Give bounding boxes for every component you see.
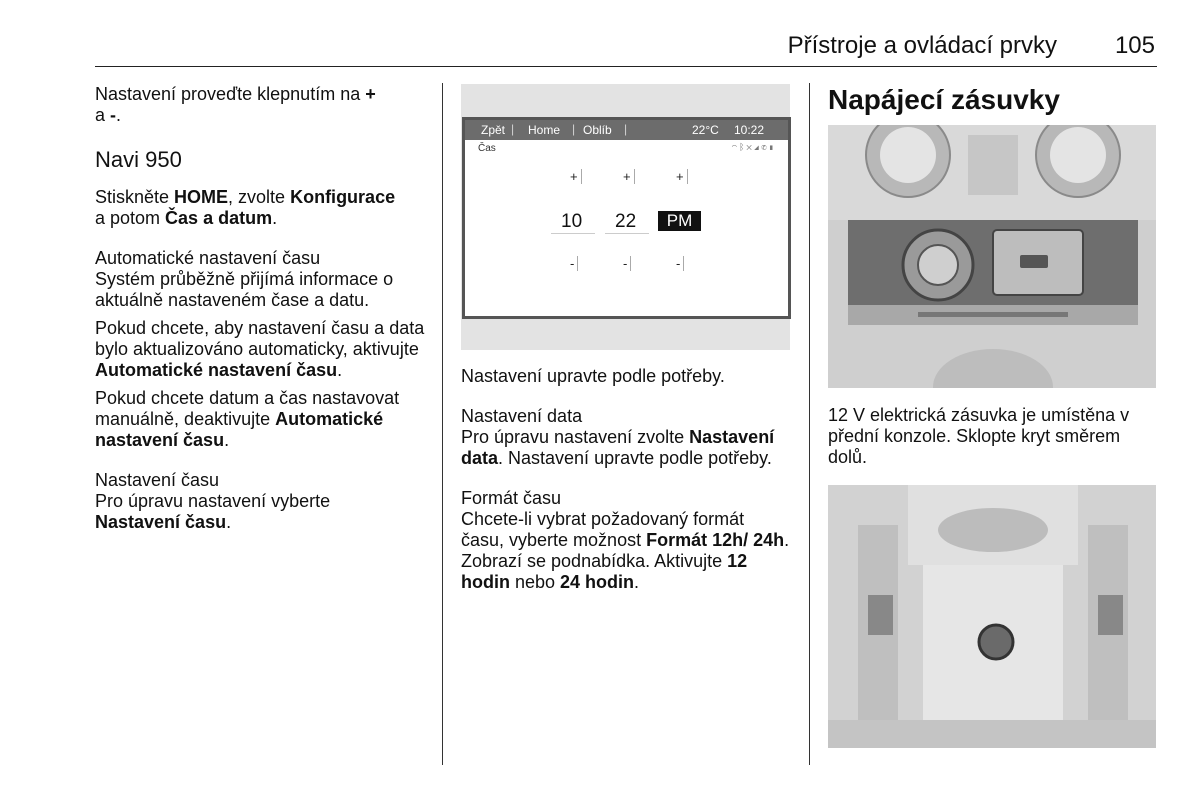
hour-minus-button[interactable]: - — [570, 256, 578, 271]
phone-icon: ✆ — [761, 142, 769, 152]
battery-icon: ▮ — [768, 142, 776, 152]
navi-text-c: a potom — [95, 208, 166, 228]
navi-heading: Navi 950 — [95, 147, 182, 172]
minute-value: 22 — [615, 211, 637, 232]
format-text-c: . Zobrazí se podnabídka. Aktivujte — [461, 530, 790, 571]
display-figure — [461, 84, 790, 350]
ampm-value[interactable]: PM — [658, 211, 701, 231]
time-text-c: . — [226, 512, 232, 532]
tab-home[interactable]: Home — [528, 123, 561, 137]
tab-favorites[interactable]: Oblíb — [583, 123, 612, 137]
intro-text-c: . — [116, 105, 122, 125]
auto-heading: Automatické nastavení času — [95, 248, 321, 268]
display-screen — [462, 117, 791, 319]
manual-term: Automatické nastavení času — [95, 409, 384, 450]
rear-socket-photo — [828, 485, 1156, 748]
page-number: 105 — [1114, 32, 1155, 59]
auto2-term: Automatické nastavení času — [95, 360, 338, 380]
navi-paragraph — [95, 187, 425, 229]
wifi-icon: ◠ — [731, 142, 739, 152]
screen-title: Čas — [478, 143, 496, 154]
ampm-plus-button[interactable]: + — [676, 169, 688, 184]
status-icons — [732, 142, 776, 152]
intro-text-a: Nastavení proveďte klepnutím na — [95, 84, 366, 104]
tab-back[interactable]: Zpět — [481, 123, 506, 137]
auto2-text-c: . — [337, 360, 343, 380]
hour-plus-button[interactable]: + — [570, 169, 582, 184]
display-top-bar — [465, 120, 788, 140]
date-heading: Nastavení data — [461, 406, 583, 426]
date-term: Nastavení data — [461, 427, 775, 468]
cas-a-datum-term: Čas a datum — [165, 208, 273, 228]
console-socket-photo — [828, 125, 1156, 388]
navi-text-a: Stiskněte — [95, 187, 175, 207]
navi-text-b: , zvolte — [228, 187, 291, 207]
konfigurace-term: Konfigurace — [290, 187, 396, 207]
adjust-paragraph: Nastavení upravte podle potřeby. — [461, 366, 725, 386]
24h-term: 24 hodin — [560, 572, 635, 592]
date-text-c: . Nastavení upravte podle potřeby. — [498, 448, 772, 468]
format-paragraph — [461, 509, 791, 593]
navi-text-d: . — [272, 208, 278, 228]
format-end: . — [634, 572, 640, 592]
home-term: HOME — [174, 187, 229, 207]
format-text-a: Chcete-li vybrat požadovaný formát času, vyberte možnost — [461, 509, 745, 550]
hour-value: 10 — [561, 211, 583, 232]
tab-separator: | — [572, 122, 576, 136]
12h-term: 12 hodin — [461, 551, 748, 592]
mute-icon: ✕ — [746, 142, 754, 152]
running-title: Přístroje a ovládací prvky — [787, 32, 1057, 59]
date-paragraph — [461, 427, 791, 469]
bluetooth-icon: ᛒ — [738, 142, 747, 152]
format-term: Formát 12h/ 24h — [646, 530, 785, 550]
intro-text-b: a — [95, 105, 111, 125]
format-heading: Formát času — [461, 488, 562, 508]
plus-symbol: + — [365, 84, 376, 104]
manual-text-c: . — [224, 430, 230, 450]
column-divider-1 — [442, 83, 443, 765]
column-2 — [461, 366, 791, 600]
ampm-minus-button[interactable]: - — [676, 256, 684, 271]
signal-icon: ◢ — [753, 142, 762, 152]
hour-underline — [551, 233, 595, 234]
manual-paragraph — [95, 388, 425, 451]
power-outlets-heading: Napájecí zásuvky — [828, 84, 1060, 115]
minute-minus-button[interactable]: - — [623, 256, 631, 271]
socket-paragraph: 12 V elektrická zásuvka je umístěna v přední konzole. Sklopte kryt směrem dolů. — [828, 405, 1130, 467]
time-heading: Nastavení času — [95, 470, 220, 490]
auto2-paragraph — [95, 318, 425, 381]
manual-text-a: Pokud chcete datum a čas nastavovat manuálně, deaktivujte — [95, 388, 400, 429]
time-term: Nastavení času — [95, 512, 227, 532]
column-3-text — [828, 405, 1158, 475]
auto2-text-a: Pokud chcete, aby nastavení času a data bylo aktualizováno automaticky, aktivujte — [95, 318, 425, 359]
minute-underline — [605, 233, 649, 234]
time-paragraph — [95, 491, 425, 533]
temperature: 22°C — [692, 123, 719, 137]
tab-separator: | — [624, 122, 628, 136]
minute-plus-button[interactable]: + — [623, 169, 635, 184]
minus-symbol: - — [110, 105, 117, 125]
intro-paragraph — [95, 84, 425, 126]
date-text-a: Pro úpravu nastavení zvolte — [461, 427, 690, 447]
page-header — [95, 30, 1157, 67]
column-1 — [95, 84, 425, 540]
time-text-a: Pro úpravu nastavení vyberte — [95, 491, 331, 511]
tab-separator: | — [511, 122, 515, 136]
format-or: nebo — [509, 572, 561, 592]
auto-paragraph: Systém průběžně přijímá informace o aktuálně nastaveném čase a datu. — [95, 269, 394, 310]
clock: 10:22 — [734, 123, 765, 137]
column-divider-2 — [809, 83, 810, 765]
